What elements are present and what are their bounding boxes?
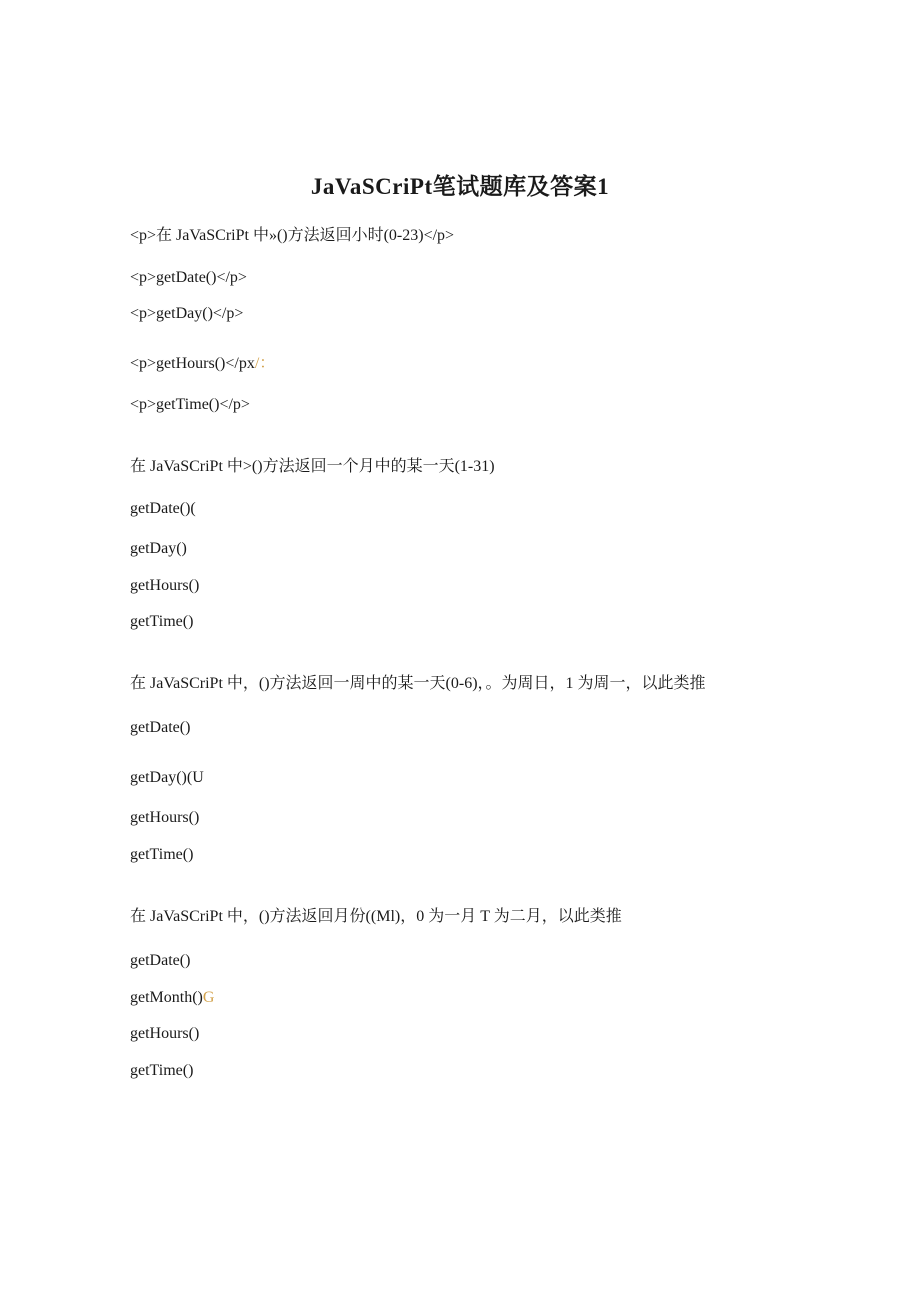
question-3-option-b: getDay()(U (130, 769, 204, 786)
question-4-option-b: getMonth()G (130, 989, 215, 1006)
question-4-option-d: getTime() (130, 1062, 194, 1079)
question-2-option-d: getTime() (130, 613, 194, 630)
question-3-option-a: getDate() (130, 719, 191, 736)
question-4-option-c: getHours() (130, 1025, 200, 1042)
question-4-option-a: getDate() (130, 952, 191, 969)
document-title: JaVaSCriPt笔试题库及答案1 (310, 174, 610, 199)
question-2-text: 在 JaVaSCriPt 中>()方法返回一个月中的某一天(1-31) (130, 458, 495, 475)
question-1-option-b: <p>getDay()</p> (130, 305, 244, 322)
question-3-option-d: getTime() (130, 846, 194, 863)
question-2-option-b: getDay() (130, 540, 187, 557)
question-4-text: 在 JaVaSCriPt 中，()方法返回月份((Ml)，0 为一月 T 为二月，以此类推 (130, 908, 622, 925)
question-3-option-c: getHours() (130, 809, 200, 826)
question-1-option-a: <p>getDate()</p> (130, 269, 247, 286)
question-1-text: <p>在 JaVaSCriPt 中»()方法返回小时(0-23)</p> (130, 227, 455, 244)
question-2-option-a: getDate()( (130, 500, 196, 517)
question-3-text: 在 JaVaSCriPt 中，()方法返回一周中的某一天(0-6)，。为周日，1 为周一，以此类推 (130, 675, 706, 692)
question-2-option-c: getHours() (130, 577, 200, 594)
question-1-option-d: <p>getTime()</p> (130, 396, 250, 413)
question-1-option-c: <p>getHours()</px/： (130, 355, 276, 372)
